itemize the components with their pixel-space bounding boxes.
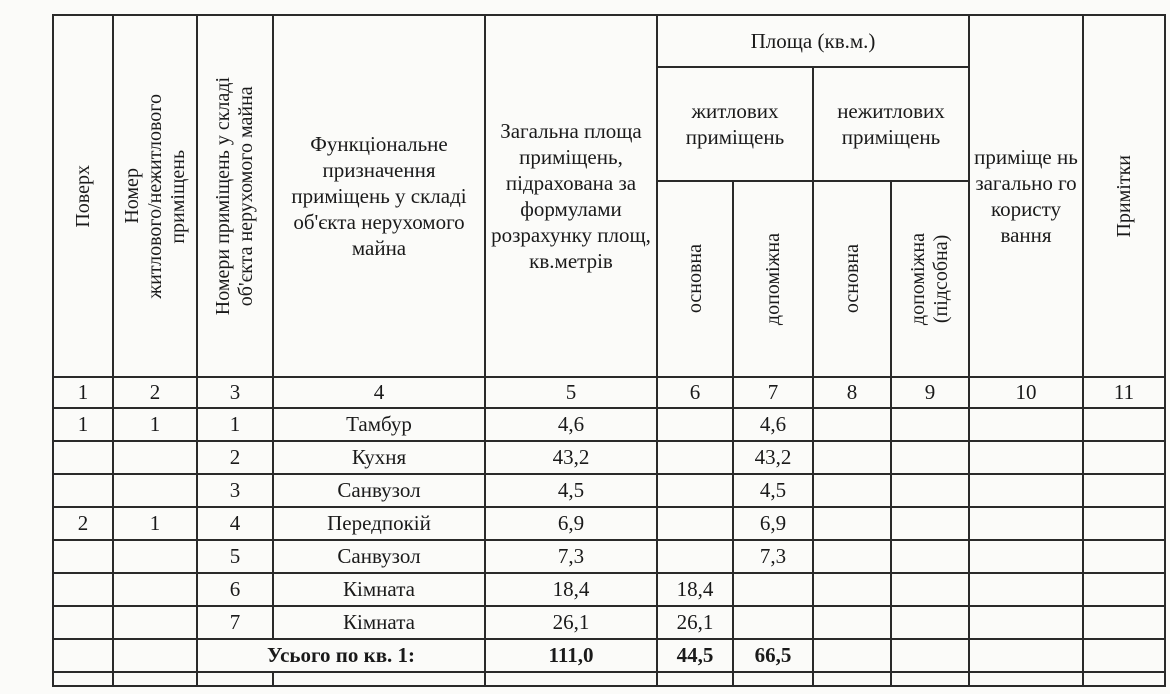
- table-row: [53, 507, 1165, 540]
- total-res-main-sum: 44,5: [657, 639, 733, 672]
- header-function: Функціональне призначення приміщень у складі об'єкта нерухомого майна: [273, 15, 485, 377]
- column-number: 4: [273, 377, 485, 408]
- empty-cell: [891, 408, 969, 441]
- room-name-cell: Передпокій: [273, 507, 485, 540]
- floor-cell: [53, 474, 113, 507]
- total-area-cell: 7,3: [485, 540, 657, 573]
- empty-cell: [1083, 507, 1165, 540]
- table-row: [53, 606, 1165, 639]
- empty-cell: [813, 639, 891, 672]
- empty-cell: [813, 474, 891, 507]
- empty-cell: [969, 639, 1083, 672]
- header-notes: [1083, 15, 1165, 377]
- room-name-cell: Санвузол: [273, 540, 485, 573]
- res-main-cell: [657, 441, 733, 474]
- floor-cell: [53, 441, 113, 474]
- room-number-cell: 3: [197, 474, 273, 507]
- empty-cell: [891, 672, 969, 686]
- empty-cell: [113, 672, 197, 686]
- room-name-cell: Санвузол: [273, 474, 485, 507]
- res-aux-cell: 4,6: [733, 408, 813, 441]
- total-area-cell: 43,2: [485, 441, 657, 474]
- unit-cell: [113, 540, 197, 573]
- res-aux-cell: [733, 573, 813, 606]
- res-main-cell: [657, 507, 733, 540]
- header-res-main-text: основна: [683, 244, 706, 314]
- empty-cell: [733, 672, 813, 686]
- empty-cell: [891, 639, 969, 672]
- room-number-cell: 6: [197, 573, 273, 606]
- unit-cell: 1: [113, 507, 197, 540]
- total-area-cell: 4,6: [485, 408, 657, 441]
- empty-cell: [1083, 639, 1165, 672]
- empty-cell: [969, 573, 1083, 606]
- total-area-sum: 111,0: [485, 639, 657, 672]
- header-floor-text: Поверх: [71, 164, 94, 228]
- column-number: 10: [969, 377, 1083, 408]
- empty-cell: [1083, 573, 1165, 606]
- res-aux-cell: 4,5: [733, 474, 813, 507]
- header-nonres-aux: [891, 181, 969, 377]
- column-number: 3: [197, 377, 273, 408]
- header-room-numbers-text: Номери приміщень у складі об'єкта нерухомого майна: [212, 76, 257, 316]
- header-notes-text: Примітки: [1112, 154, 1135, 238]
- room-number-cell: 2: [197, 441, 273, 474]
- empty-cell: [969, 441, 1083, 474]
- empty-cell: [969, 474, 1083, 507]
- table-row: [53, 573, 1165, 606]
- column-number: 8: [813, 377, 891, 408]
- column-number: 7: [733, 377, 813, 408]
- total-label: Усього по кв. 1:: [197, 639, 485, 672]
- total-area-cell: 26,1: [485, 606, 657, 639]
- header-unit-number-text: Номер житлового/нежитлового приміщень: [120, 93, 189, 299]
- empty-cell: [891, 606, 969, 639]
- empty-cell: [891, 540, 969, 573]
- empty-cell: [657, 672, 733, 686]
- res-aux-cell: 43,2: [733, 441, 813, 474]
- header-residential: житлових приміщень: [657, 67, 813, 181]
- table-row-partial: [53, 672, 1165, 686]
- empty-cell: [485, 672, 657, 686]
- empty-cell: [969, 540, 1083, 573]
- table-row: [53, 441, 1165, 474]
- floor-cell: 2: [53, 507, 113, 540]
- empty-cell: [53, 672, 113, 686]
- room-number-cell: 7: [197, 606, 273, 639]
- floor-cell: 1: [53, 408, 113, 441]
- total-area-cell: 4,5: [485, 474, 657, 507]
- res-aux-cell: 7,3: [733, 540, 813, 573]
- room-number-cell: 4: [197, 507, 273, 540]
- header-common-use: приміще нь загально го користу вання: [969, 15, 1083, 377]
- empty-cell: [969, 408, 1083, 441]
- empty-cell: [53, 639, 113, 672]
- res-main-cell: [657, 474, 733, 507]
- unit-cell: [113, 474, 197, 507]
- column-number: 9: [891, 377, 969, 408]
- res-main-cell: 26,1: [657, 606, 733, 639]
- total-res-aux-sum: 66,5: [733, 639, 813, 672]
- column-number: 2: [113, 377, 197, 408]
- room-number-cell: 5: [197, 540, 273, 573]
- empty-cell: [969, 507, 1083, 540]
- empty-cell: [197, 672, 273, 686]
- room-area-table: [52, 14, 1166, 687]
- res-aux-cell: 6,9: [733, 507, 813, 540]
- header-total-area: Загальна площа приміщень, підрахована за формулами розрахунку площ, кв.метрів: [485, 15, 657, 377]
- room-name-cell: Кухня: [273, 441, 485, 474]
- floor-cell: [53, 573, 113, 606]
- table-row: [53, 474, 1165, 507]
- header-nonres-main: [813, 181, 891, 377]
- empty-cell: [1083, 540, 1165, 573]
- room-name-cell: Тамбур: [273, 408, 485, 441]
- empty-cell: [813, 606, 891, 639]
- header-nonres-main-text: основна: [840, 244, 863, 314]
- total-area-cell: 6,9: [485, 507, 657, 540]
- unit-cell: [113, 441, 197, 474]
- floor-cell: [53, 540, 113, 573]
- header-res-main: [657, 181, 733, 377]
- empty-cell: [969, 606, 1083, 639]
- empty-cell: [1083, 672, 1165, 686]
- column-number: 6: [657, 377, 733, 408]
- empty-cell: [113, 639, 197, 672]
- header-floor: [53, 15, 113, 377]
- column-number-row: [53, 377, 1165, 408]
- table-row: [53, 540, 1165, 573]
- column-number: 1: [53, 377, 113, 408]
- header-nonresidential: нежитлових приміщень: [813, 67, 969, 181]
- empty-cell: [273, 672, 485, 686]
- column-number: 5: [485, 377, 657, 408]
- table-row: [53, 408, 1165, 441]
- room-name-cell: Кімната: [273, 573, 485, 606]
- empty-cell: [891, 441, 969, 474]
- empty-cell: [1083, 408, 1165, 441]
- empty-cell: [1083, 474, 1165, 507]
- res-main-cell: [657, 408, 733, 441]
- res-aux-cell: [733, 606, 813, 639]
- total-area-cell: 18,4: [485, 573, 657, 606]
- floor-cell: [53, 606, 113, 639]
- column-number: 11: [1083, 377, 1165, 408]
- empty-cell: [813, 573, 891, 606]
- empty-cell: [813, 540, 891, 573]
- header-res-aux: [733, 181, 813, 377]
- total-row: [53, 639, 1165, 672]
- empty-cell: [813, 408, 891, 441]
- empty-cell: [1083, 606, 1165, 639]
- empty-cell: [813, 441, 891, 474]
- empty-cell: [969, 672, 1083, 686]
- header-nonres-aux-text: допоміжна (підсобна): [907, 232, 952, 326]
- room-name-cell: Кімната: [273, 606, 485, 639]
- header-unit-number: [113, 15, 197, 377]
- header-room-numbers: [197, 15, 273, 377]
- empty-cell: [891, 507, 969, 540]
- res-main-cell: 18,4: [657, 573, 733, 606]
- empty-cell: [891, 573, 969, 606]
- empty-cell: [1083, 441, 1165, 474]
- res-main-cell: [657, 540, 733, 573]
- room-number-cell: 1: [197, 408, 273, 441]
- empty-cell: [891, 474, 969, 507]
- empty-cell: [813, 507, 891, 540]
- unit-cell: [113, 606, 197, 639]
- unit-cell: 1: [113, 408, 197, 441]
- header-res-aux-text: допоміжна: [761, 232, 784, 326]
- header-area-group: Площа (кв.м.): [657, 15, 969, 67]
- empty-cell: [813, 672, 891, 686]
- unit-cell: [113, 573, 197, 606]
